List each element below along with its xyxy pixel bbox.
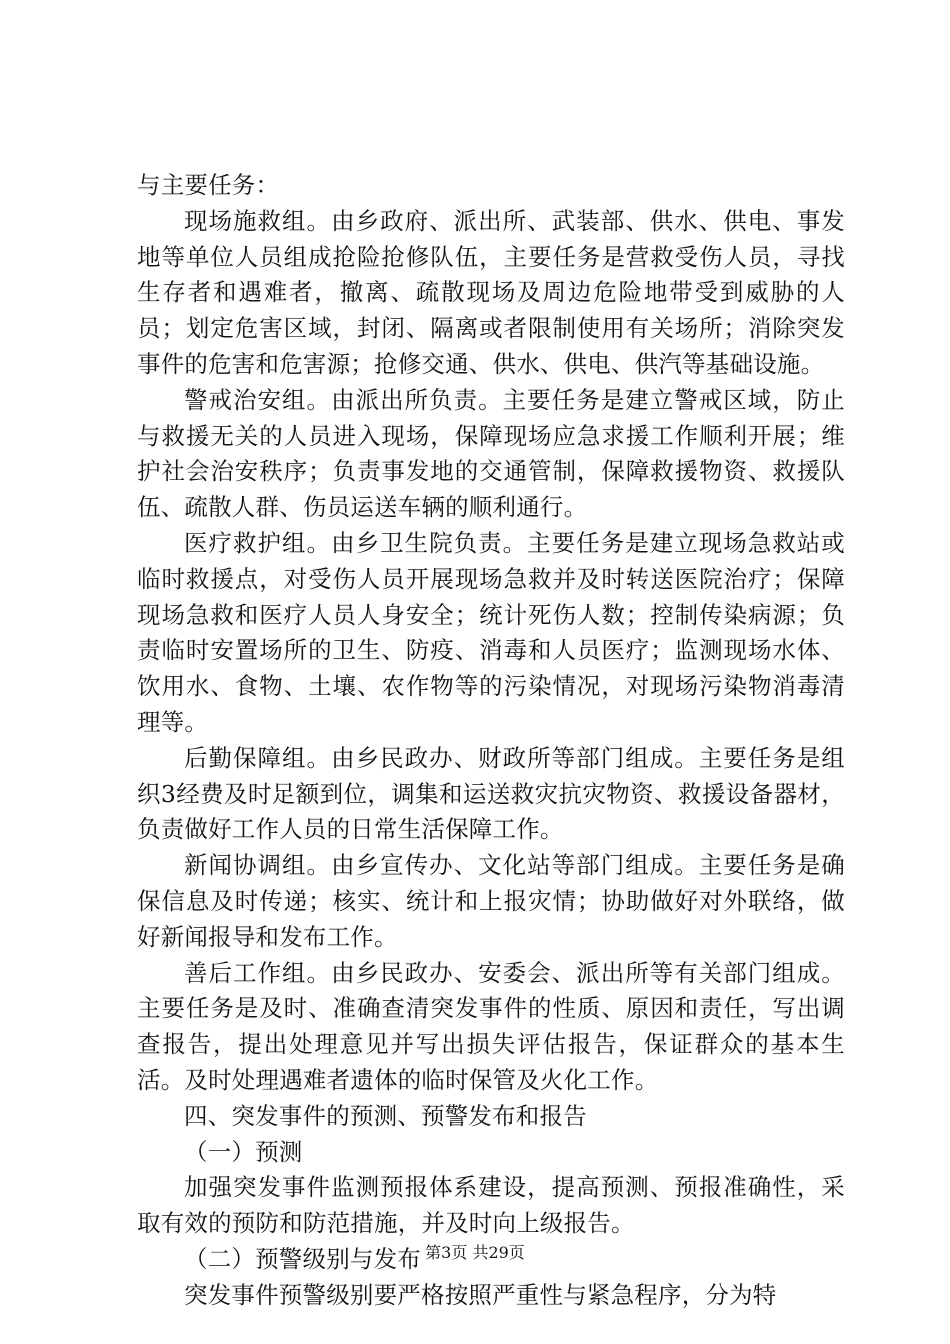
page-number-footer: 第3页 共29页 bbox=[425, 1243, 525, 1262]
paragraph-logistics-group: 后勤保障组。由乡民政办、财政所等部门组成。主要任务是组织3经费及时足额到位，调集和运送救灾抗灾物资、救援设备器材，负责做好工作人员的日常生活保障工作。 bbox=[137, 743, 845, 844]
paragraph-medical-group: 医疗救护组。由乡卫生院负责。主要任务是建立现场急救站或临时救援点，对受伤人员开展现场急救并及时转送医院治疗；保障现场急救和医疗人员人身安全；统计死伤人数；控制传染病源；负责临时安置场所的卫生、防疫、消毒和人员医疗；监测现场水体、饮用水、食物、土壤、农作物等的污染情况，对现场污染物消毒清理等。 bbox=[137, 528, 845, 736]
section-heading-4: 四、突发事件的预测、预警发布和报告 bbox=[184, 1101, 587, 1130]
subsection-heading-warning: （二）预警级别与发布 bbox=[184, 1244, 421, 1273]
document-body bbox=[137, 168, 845, 1314]
paragraph-news-group: 新闻协调组。由乡宣传办、文化站等部门组成。主要任务是确保信息及时传递；核实、统计和上报灾情；协助做好对外联络，做好新闻报导和发布工作。 bbox=[137, 851, 845, 951]
paragraph-forecast: 加强突发事件监测预报体系建设，提高预测、预报准确性，采取有效的预防和防范措施，并及时向上级报告。 bbox=[137, 1173, 845, 1238]
paragraph-aftermath-group: 善后工作组。由乡民政办、安委会、派出所等有关部门组成。主要任务是及时、准确查清突发事件的性质、原因和责任，写出调查报告，提出处理意见并写出损失评估报告，保证群众的基本生活。及时处理遇难者遗体的临时保管及火化工作。 bbox=[137, 958, 845, 1094]
paragraph-intro: 与主要任务： bbox=[137, 171, 280, 199]
paragraph-warning-levels: 突发事件预警级别要严格按照严重性与紧急程序，分为特 bbox=[184, 1280, 777, 1309]
paragraph-rescue-group: 现场施救组。由乡政府、派出所、武装部、供水、供电、事发地等单位人员组成抢险抢修队伍，主要任务是营救受伤人员，寻找生存者和遇难者，撤离、疏散现场及周边危险地带受到威胁的人员；划定危害区域，封闭、隔离或者限制使用有关场所；消除突发事件的危害和危害源；抢修交通、供水、供电、供汽等基础设施。 bbox=[137, 206, 845, 378]
subsection-heading-forecast: （一）预测 bbox=[184, 1137, 303, 1166]
paragraph-security-group: 警戒治安组。由派出所负责。主要任务是建立警戒区域，防止与救援无关的人员进入现场，保障现场应急求援工作顺利开展；维护社会治安秩序；负责事发地的交通管制，保障救援物资、救援队伍、疏散人群、伤员运送车辆的顺利通行。 bbox=[137, 385, 845, 522]
